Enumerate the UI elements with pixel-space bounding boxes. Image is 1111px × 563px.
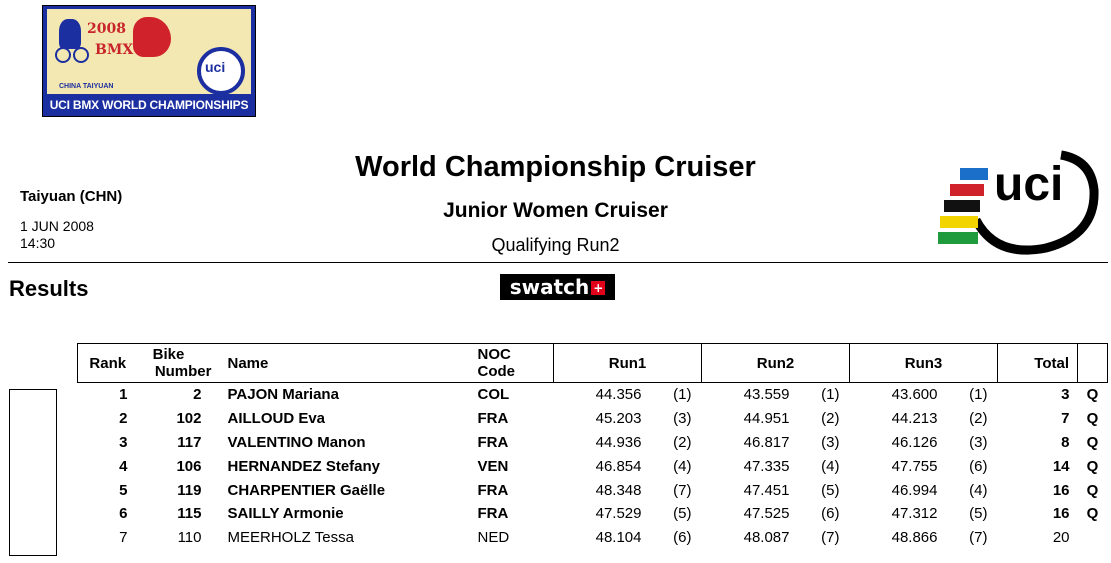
- section-title: Results: [9, 276, 89, 301]
- cell-run3-place: (2): [969, 410, 988, 428]
- table-row: [78, 502, 1108, 526]
- cell-run1-time: 44.936: [595, 433, 642, 451]
- cell-total: 14: [1052, 457, 1070, 475]
- logo-year: 2008: [87, 21, 126, 37]
- date-label: 1 JUN 2008: [20, 218, 94, 234]
- logo-event: BMX: [95, 42, 134, 58]
- cell-run2-place: (3): [821, 433, 840, 451]
- cell-name: MEERHOLZ Tessa: [227, 529, 354, 547]
- cell-run1-time: 46.854: [595, 457, 642, 475]
- header-divider: [8, 262, 1108, 263]
- cell-run3-place: (1): [969, 386, 988, 404]
- cell-name: HERNANDEZ Stefany: [227, 457, 381, 475]
- col-run2: Run2: [702, 344, 850, 383]
- cell-rank: 5: [119, 481, 128, 499]
- cell-run1-place: (2): [673, 433, 692, 451]
- col-qualified: [1078, 344, 1108, 383]
- cell-name: SAILLY Armonie: [227, 505, 344, 523]
- col-name: Name: [212, 344, 478, 383]
- cell-qualified: Q: [1086, 410, 1099, 428]
- logo-uci-mark: uci: [205, 59, 226, 75]
- results-table: [77, 343, 1108, 550]
- cell-run3-time: 46.126: [891, 433, 938, 451]
- cell-run3-time: 47.755: [891, 457, 938, 475]
- cell-rank: 1: [119, 386, 128, 404]
- cell-qualified: Q: [1086, 505, 1099, 523]
- col-run1: Run1: [554, 344, 702, 383]
- col-bike-number: Bike Number: [138, 344, 212, 383]
- table-row: [78, 454, 1108, 478]
- cell-bike-number: 117: [177, 433, 202, 451]
- cell-total: 20: [1052, 529, 1070, 547]
- cell-run1-place: (7): [673, 481, 692, 499]
- cell-run2-place: (4): [821, 457, 840, 475]
- venue-label: Taiyuan (CHN): [20, 188, 123, 205]
- cell-total: 16: [1052, 481, 1070, 499]
- round-title: Qualifying Run2: [491, 235, 620, 255]
- category-title: Junior Women Cruiser: [443, 199, 668, 222]
- cell-run2-place: (6): [821, 505, 840, 523]
- logo-artwork: [47, 9, 251, 94]
- cell-bike-number: 2: [193, 386, 202, 404]
- cell-bike-number: 110: [177, 529, 202, 547]
- cell-run3-place: (3): [969, 433, 988, 451]
- table-row: [78, 431, 1108, 455]
- cell-run1-place: (3): [673, 410, 692, 428]
- cell-qualified: [1078, 526, 1108, 550]
- cell-noc: VEN: [477, 457, 509, 475]
- cell-noc: FRA: [477, 481, 509, 499]
- cell-name: PAJON Mariana: [227, 386, 339, 404]
- cell-run3-time: 43.600: [891, 386, 938, 404]
- cell-run2-place: (2): [821, 410, 840, 428]
- cell-noc: FRA: [477, 410, 509, 428]
- cell-rank: 2: [119, 410, 128, 428]
- logo-caption: UCI BMX WORLD CHAMPIONSHIPS: [49, 98, 249, 112]
- cell-bike-number: 106: [176, 457, 202, 475]
- cell-run2-time: 47.451: [743, 481, 790, 499]
- side-box: [9, 389, 57, 556]
- cell-qualified: Q: [1086, 481, 1099, 499]
- table-row: [78, 478, 1108, 502]
- cell-name: AILLOUD Eva: [227, 410, 326, 428]
- page-title: World Championship Cruiser: [355, 151, 756, 183]
- cell-run3-place: (4): [969, 481, 988, 499]
- cell-name: VALENTINO Manon: [227, 433, 366, 451]
- uci-logo-text: uci: [994, 158, 1064, 211]
- cell-run1-place: (1): [673, 386, 692, 404]
- col-total: Total: [998, 344, 1078, 383]
- swiss-cross-icon: +: [593, 281, 604, 295]
- cell-rank: 7: [119, 529, 128, 547]
- cell-run3-place: (7): [969, 529, 988, 547]
- cell-run3-time: 47.312: [891, 505, 938, 523]
- cell-rank: 6: [119, 505, 128, 523]
- cell-run2-time: 43.559: [743, 386, 790, 404]
- cell-bike-number: 119: [177, 481, 202, 499]
- logo-city: CHINA TAIYUAN: [59, 83, 114, 90]
- cell-qualified: Q: [1086, 386, 1099, 404]
- cell-run1-time: 47.529: [595, 505, 642, 523]
- cell-run2-place: (5): [821, 481, 840, 499]
- uci-logo: [936, 150, 1106, 260]
- cell-noc: FRA: [477, 433, 509, 451]
- cell-qualified: Q: [1086, 433, 1099, 451]
- cell-qualified: Q: [1086, 457, 1099, 475]
- cell-rank: 4: [119, 457, 128, 475]
- cell-run1-place: (4): [673, 457, 692, 475]
- col-run3: Run3: [850, 344, 998, 383]
- col-noc-code: NOC Code: [478, 344, 554, 383]
- cell-run1-time: 48.104: [595, 529, 642, 547]
- cell-noc: COL: [477, 386, 510, 404]
- cell-run1-place: (5): [673, 505, 692, 523]
- table-header-row: [78, 344, 1108, 383]
- cell-run2-time: 46.817: [743, 433, 790, 451]
- cell-run3-place: (6): [969, 457, 988, 475]
- cell-run2-time: 48.087: [743, 529, 790, 547]
- cell-total: 3: [1061, 386, 1070, 404]
- cell-run2-place: (1): [821, 386, 840, 404]
- sponsor-logo: [500, 274, 615, 300]
- cell-run1-time: 48.348: [595, 481, 642, 499]
- cell-bike-number: 102: [176, 410, 202, 428]
- cell-run2-place: (7): [821, 529, 840, 547]
- cell-total: 8: [1061, 433, 1070, 451]
- cell-total: 16: [1052, 505, 1070, 523]
- cell-run2-time: 47.335: [743, 457, 790, 475]
- time-label: 14:30: [20, 235, 56, 251]
- cell-name: CHARPENTIER Gaëlle: [227, 481, 386, 499]
- cell-run1-place: (6): [673, 529, 692, 547]
- cell-run2-time: 44.951: [743, 410, 790, 428]
- cell-run1-time: 45.203: [595, 410, 642, 428]
- cell-run3-time: 44.213: [891, 410, 938, 428]
- championship-logo: [42, 5, 256, 117]
- col-rank: Rank: [78, 344, 138, 383]
- cell-run3-place: (5): [969, 505, 988, 523]
- cell-run2-time: 47.525: [743, 505, 790, 523]
- cell-noc: NED: [477, 529, 510, 547]
- cell-run3-time: 48.866: [891, 529, 938, 547]
- cell-rank: 3: [119, 433, 128, 451]
- cell-run3-time: 46.994: [891, 481, 938, 499]
- cell-noc: FRA: [477, 505, 509, 523]
- cell-bike-number: 115: [177, 505, 202, 523]
- cell-run1-time: 44.356: [595, 386, 642, 404]
- cell-total: 7: [1061, 410, 1070, 428]
- table-row: [78, 407, 1108, 431]
- table-row: [78, 383, 1108, 407]
- table-row: [78, 526, 1108, 550]
- sponsor-name: swatch: [509, 275, 590, 299]
